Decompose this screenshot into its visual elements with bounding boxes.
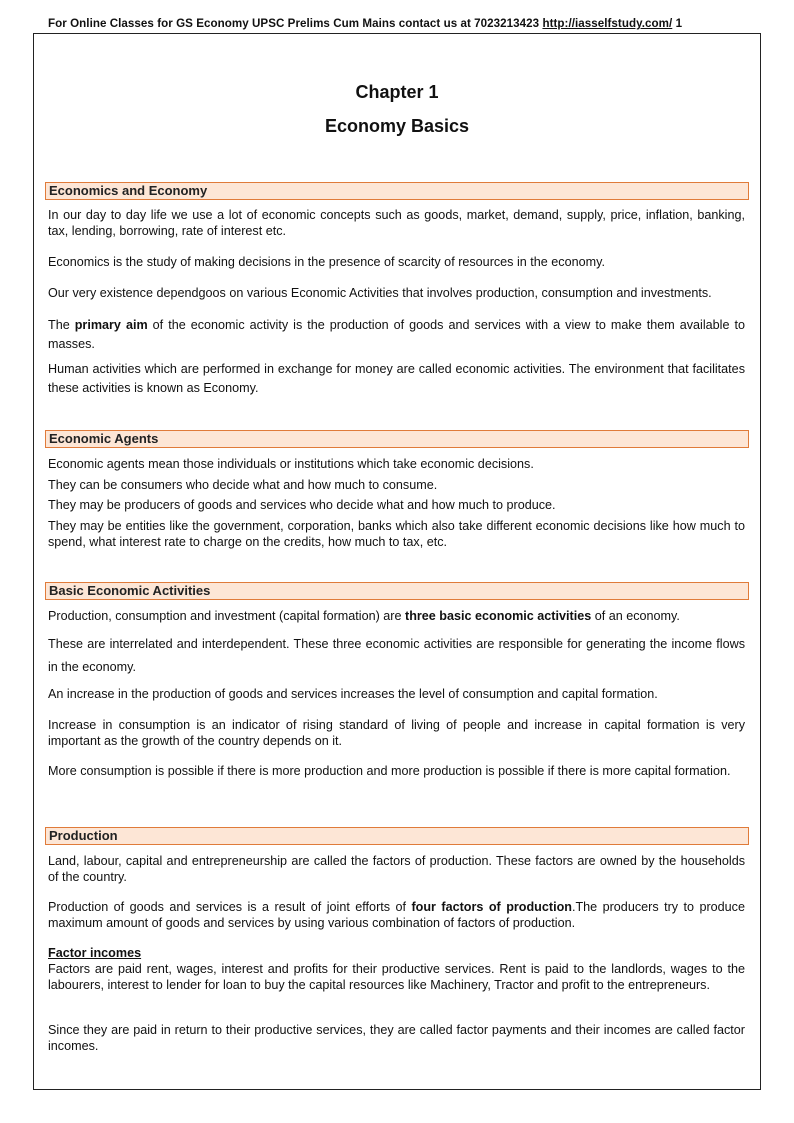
paragraph: Economics is the study of making decisions in the presence of scarcity of resources in the economy. <box>48 255 605 269</box>
sub-heading-factor-incomes: Factor incomes <box>48 946 142 960</box>
chapter-number: Chapter 1 <box>355 82 439 102</box>
page-header <box>48 17 682 30</box>
paragraph: Since they are paid in return to their productive services, they are called factor payments and their incomes are called factor incomes. <box>48 1023 745 1053</box>
paragraph: An increase in the production of goods and services increases the level of consumption and capital formation. <box>48 687 658 701</box>
paragraph: These are interrelated and interdependent. These three economic activities are responsible for generating the income flows in the economy. <box>48 637 745 674</box>
header-url[interactable]: http://iasselfstudy.com/ <box>542 17 673 30</box>
paragraph: Factors are paid rent, wages, interest and profits for their productive services. Rent is paid to the landlords, wages to the labourers, interest to lender for loan to buy the capital resources like Machinery, Tractor and profit to the entrepreneurs. <box>48 962 745 992</box>
paragraph: They may be entities like the government, corporation, banks which also take different economic decisions like how much to spend, what interest rate to charge on the credits, how much to tax, etc. <box>48 519 745 549</box>
paragraph: More consumption is possible if there is more production and more production is possible if there is more capital formation. <box>48 764 731 778</box>
emphasis: four factors of production <box>411 900 572 914</box>
paragraph: In our day to day life we use a lot of economic concepts such as goods, market, demand, supply, price, inflation, banking, tax, lending, borrowing, rate of interest etc. <box>48 208 745 238</box>
page-number: 1 <box>675 17 683 30</box>
section-heading-economics: Economics and Economy <box>45 182 749 200</box>
paragraph: Economic agents mean those individuals or institutions which take economic decisions. <box>48 457 534 471</box>
paragraph: Production of goods and services is a result of joint efforts of four factors of production.The producers try to produce maximum amount of goods and services by using various combination of factors of production. <box>48 900 745 930</box>
paragraph: Increase in consumption is an indicator of rising standard of living of people and increase in capital formation is very important as the growth of the country depends on it. <box>48 718 745 748</box>
paragraph: The primary aim of the economic activity is the production of goods and services with a view to make them available to masses. <box>48 318 745 351</box>
paragraph: They may be producers of goods and services who decide what and how much to produce. <box>48 498 556 512</box>
chapter-title: Economy Basics <box>324 116 470 136</box>
section-heading-activities: Basic Economic Activities <box>45 582 749 600</box>
emphasis: three basic economic activities <box>405 609 592 623</box>
section-heading-production: Production <box>45 827 749 845</box>
paragraph: Our very existence dependgoos on various Economic Activities that involves production, consumption and investments. <box>48 286 712 300</box>
paragraph: Production, consumption and investment (capital formation) are three basic economic activities of an economy. <box>48 609 680 623</box>
paragraph: Land, labour, capital and entrepreneurship are called the factors of production. These factors are owned by the households of the country. <box>48 854 745 884</box>
paragraph: They can be consumers who decide what and how much to consume. <box>48 478 438 492</box>
paragraph: Human activities which are performed in exchange for money are called economic activities. The environment that facilitates these activities is known as Economy. <box>48 362 745 395</box>
section-heading-agents: Economic Agents <box>45 430 749 448</box>
header-text: For Online Classes for GS Economy UPSC Prelims Cum Mains contact us at 7023213423 <box>48 17 540 30</box>
emphasis: primary aim <box>74 318 148 332</box>
